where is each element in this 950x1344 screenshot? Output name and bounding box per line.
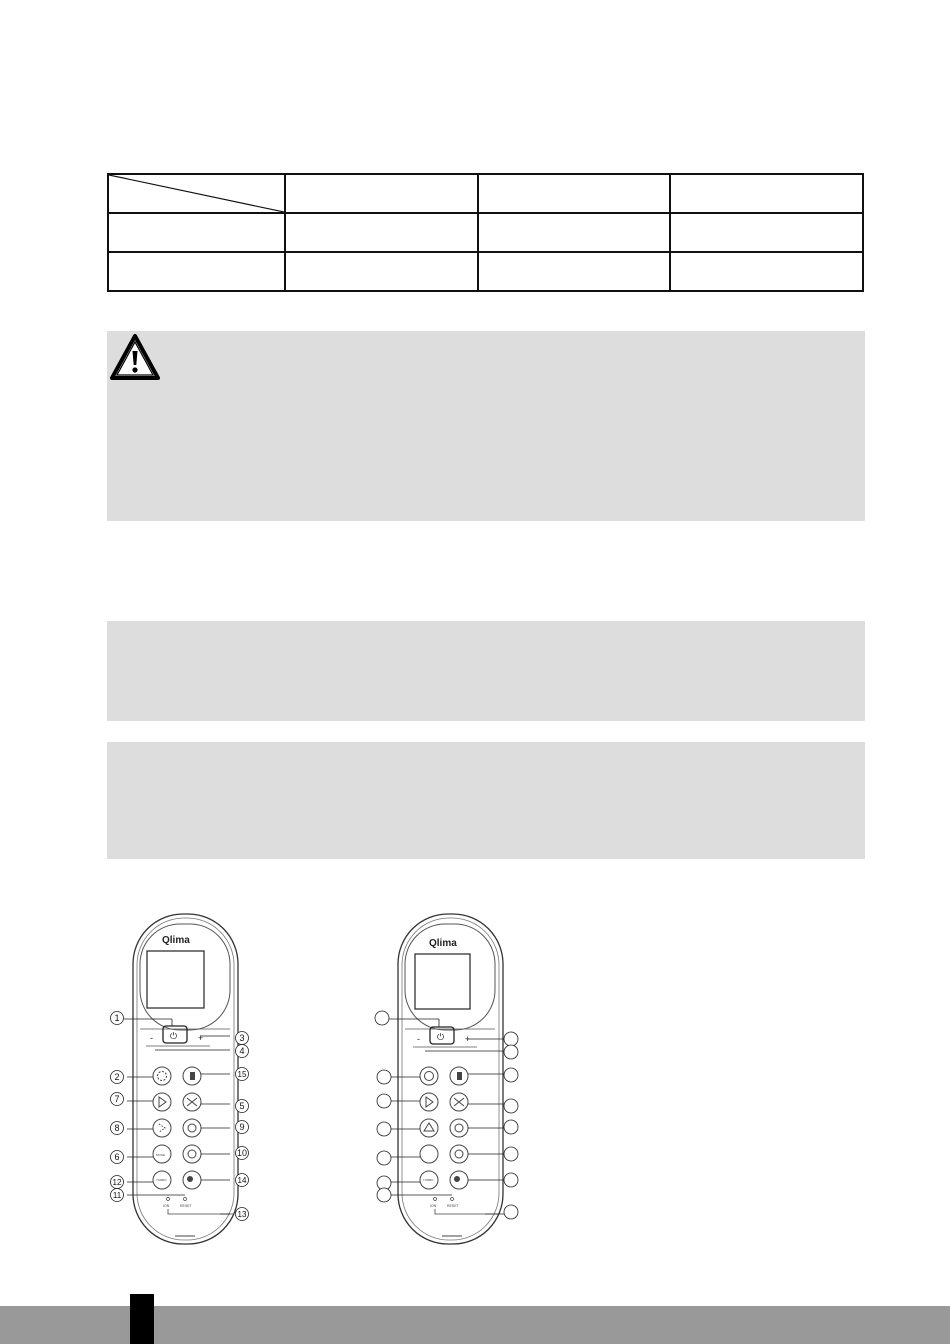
callout-8: 8 xyxy=(114,1123,120,1133)
svg-text:ION: ION xyxy=(163,1204,170,1208)
brand-logo: Qlima xyxy=(162,935,190,946)
callout-3: 3 xyxy=(239,1033,245,1043)
callout-1: 1 xyxy=(114,1013,120,1023)
table-cell xyxy=(285,213,478,252)
table-row xyxy=(108,252,863,291)
callout-circle xyxy=(377,1070,391,1084)
callout-circle xyxy=(504,1120,518,1134)
table-header-row xyxy=(108,174,863,213)
warning-box xyxy=(107,331,865,521)
table-header-cell xyxy=(478,174,671,213)
callout-circle xyxy=(375,1011,389,1025)
svg-text:⏻: ⏻ xyxy=(170,1031,178,1041)
table-cell xyxy=(670,252,863,291)
svg-text:-: - xyxy=(417,1034,420,1044)
remote-control-right xyxy=(365,908,625,1248)
table-cell xyxy=(285,252,478,291)
table-row xyxy=(108,213,863,252)
callout-circle xyxy=(504,1147,518,1161)
callout-2: 2 xyxy=(114,1072,120,1082)
footer-page-tab xyxy=(130,1294,154,1344)
callout-13: 13 xyxy=(237,1210,247,1219)
svg-text:⏻: ⏻ xyxy=(437,1032,445,1042)
brand-logo: Qlima xyxy=(429,938,457,949)
callout-circle xyxy=(504,1045,518,1059)
callout-circle xyxy=(504,1068,518,1082)
table-header-cell xyxy=(670,174,863,213)
svg-text:RESET: RESET xyxy=(447,1204,459,1208)
callout-11: 11 xyxy=(112,1191,122,1200)
callout-circle xyxy=(504,1173,518,1187)
svg-text:MODE: MODE xyxy=(156,1153,165,1157)
display-screen xyxy=(415,954,470,1009)
callout-12: 12 xyxy=(112,1178,122,1187)
callout-circle xyxy=(504,1099,518,1113)
callout-circle xyxy=(377,1122,391,1136)
svg-text:TURBO: TURBO xyxy=(156,1178,167,1182)
svg-text:+: + xyxy=(198,1033,204,1043)
callout-circle xyxy=(504,1032,518,1046)
callout-circle xyxy=(377,1188,391,1202)
remote-control-left xyxy=(100,908,360,1248)
svg-text:ION: ION xyxy=(430,1204,437,1208)
callout-15: 15 xyxy=(237,1070,247,1079)
table-header-cell xyxy=(285,174,478,213)
callout-circle xyxy=(377,1151,391,1165)
callout-6: 6 xyxy=(114,1152,120,1162)
svg-text:RESET: RESET xyxy=(180,1204,192,1208)
table-cell xyxy=(478,252,671,291)
table-cell xyxy=(108,252,285,291)
info-box xyxy=(107,621,865,721)
specification-table xyxy=(107,173,864,292)
table-header-diagonal-cell xyxy=(108,174,285,213)
table-cell xyxy=(108,213,285,252)
svg-text:-: - xyxy=(150,1033,153,1043)
callout-circle xyxy=(504,1205,518,1219)
table-cell xyxy=(478,213,671,252)
callout-7: 7 xyxy=(114,1094,120,1104)
callout-10: 10 xyxy=(236,1148,248,1158)
info-box xyxy=(107,742,865,859)
callout-14: 14 xyxy=(237,1176,247,1185)
display-screen xyxy=(147,951,204,1008)
warning-triangle-icon xyxy=(110,333,160,381)
callout-4: 4 xyxy=(239,1046,245,1056)
diagonal-line xyxy=(109,175,284,212)
callout-circle xyxy=(377,1094,391,1108)
svg-text:TURBO: TURBO xyxy=(423,1178,434,1182)
callout-5: 5 xyxy=(239,1101,245,1111)
callout-9: 9 xyxy=(239,1122,245,1132)
table-cell xyxy=(670,213,863,252)
svg-text:+: + xyxy=(465,1034,471,1044)
